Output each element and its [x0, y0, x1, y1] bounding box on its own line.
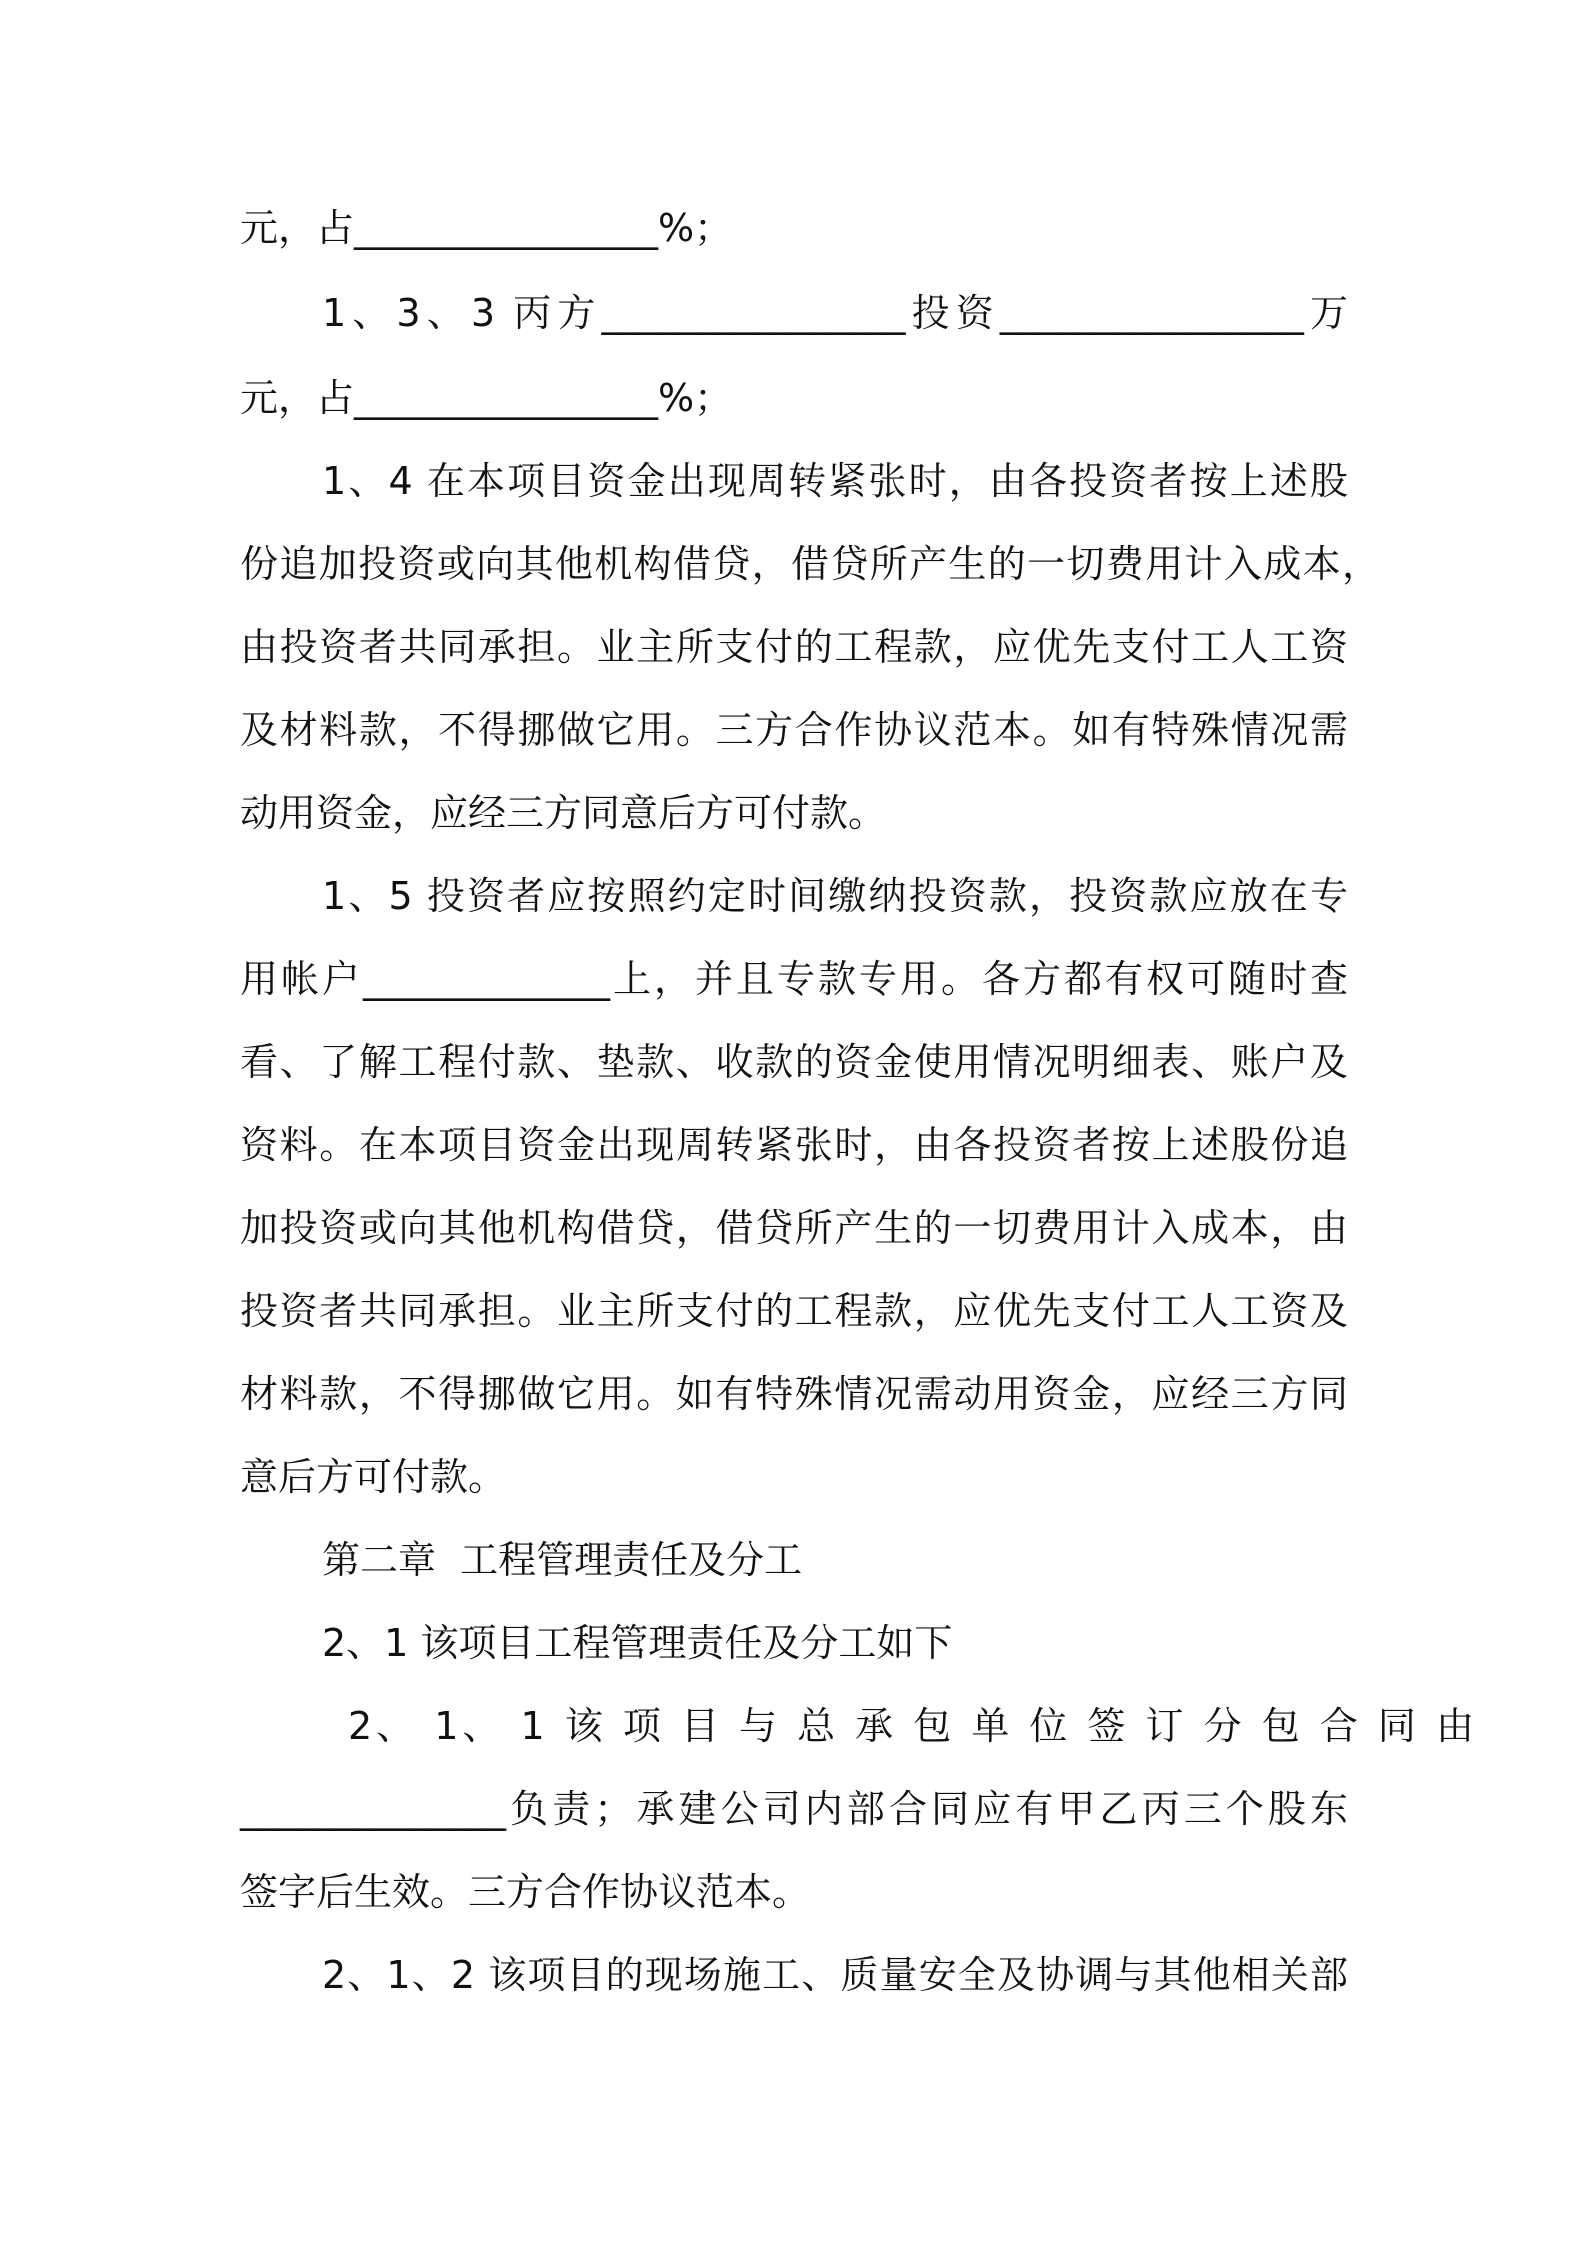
text-line-19: 2、 1、 1 该 项 目 与 总 承 包 单 位 签 订 分 包 合 同 由 [348, 1704, 1478, 1748]
text-line-10: 用帐户_____________上，并且专款专用。各方都有权可随时查 [240, 957, 1348, 1001]
text-line-2: 1、3、3 丙方________________投资________________万 [322, 291, 1348, 335]
text-line-4: 1、4 在本项目资金出现周转紧张时，由各投资者按上述股 [322, 459, 1348, 503]
text-line-6: 由投资者共同承担。业主所支付的工程款，应优先支付工人工资 [240, 625, 1348, 669]
text-line-11: 看、了解工程付款、垫款、收款的资金使用情况明细表、账户及 [240, 1040, 1348, 1084]
text-line-22: 2、1、2 该项目的现场施工、质量安全及协调与其他相关部 [322, 1953, 1348, 1997]
text-line-12: 资料。在本项目资金出现周转紧张时，由各投资者按上述股份追 [240, 1123, 1348, 1167]
text-line-1: 元，占________________%； [240, 206, 733, 250]
text-line-15: 材料款，不得挪做它用。如有特殊情况需动用资金，应经三方同 [240, 1372, 1348, 1416]
text-line-18: 2、1 该项目工程管理责任及分工如下 [322, 1621, 953, 1665]
chapter-heading: 第二章 工程管理责任及分工 [322, 1538, 803, 1582]
text-line-21: 签字后生效。三方合作协议范本。 [240, 1870, 811, 1914]
text-line-13: 加投资或向其他机构借贷，借贷所产生的一切费用计入成本，由 [240, 1206, 1348, 1250]
text-line-20: ______________负责；承建公司内部合同应有甲乙丙三个股东 [240, 1787, 1348, 1831]
text-line-3: 元，占________________%； [240, 376, 733, 420]
text-line-7: 及材料款，不得挪做它用。三方合作协议范本。如有特殊情况需 [240, 708, 1348, 752]
text-line-5: 份追加投资或向其他机构借贷，借贷所产生的一切费用计入成本， [240, 542, 1380, 586]
text-line-14: 投资者共同承担。业主所支付的工程款，应优先支付工人工资及 [240, 1289, 1348, 1333]
text-line-8: 动用资金，应经三方同意后方可付款。 [240, 791, 887, 835]
text-line-16: 意后方可付款。 [240, 1455, 507, 1499]
text-line-9: 1、5 投资者应按照约定时间缴纳投资款，投资款应放在专 [322, 874, 1348, 918]
